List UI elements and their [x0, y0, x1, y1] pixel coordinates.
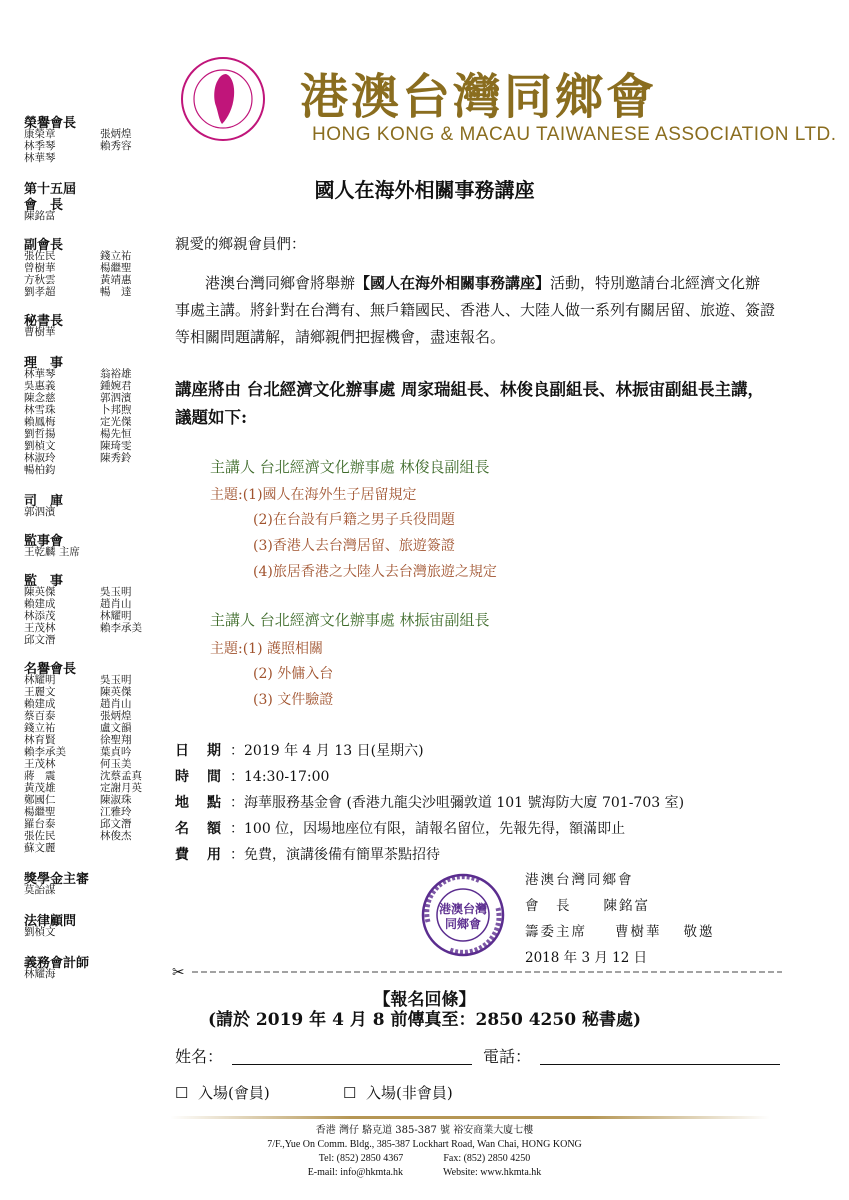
sidebar-honorary-presidents-row: 鄭國仁 陳淑珠	[24, 794, 132, 806]
sidebar-president-name: 陳銘富	[24, 210, 56, 222]
footer-contact: E-mail: info@hkmta.hk Website: www.hkmta.hk	[307, 1167, 542, 1178]
reply-subtitle: (請於 2019 年 4 月 8 前傳真至：2850 4250 秘書處)	[207, 1010, 642, 1030]
detail-fee: 費 用 ：免費，演講後備有簡單茶點招待	[175, 847, 440, 863]
sidebar-honorary-presidents-row: 蔣 震 沈蔡孟真	[24, 770, 142, 782]
phone-field[interactable]	[540, 1064, 780, 1065]
sidebar-directors-row: 林華琴 翁裕雄	[24, 368, 132, 380]
footer-address-en: 7/F.,Yue On Comm. Bldg., 385-387 Lockhart Road, Wan Chai, HONG KONG	[267, 1139, 582, 1150]
cut-line	[172, 962, 782, 982]
session1-topic: 主題:(1)國人在海外生子居留規定	[210, 487, 417, 503]
sidebar-directors-row: 劉楨文 陳琦雯	[24, 440, 132, 452]
sidebar-directors-row: 劉哲揚 楊先恒	[24, 428, 132, 440]
session1-topic: (4)旅居香港之大陸人去台灣旅遊之規定	[253, 564, 497, 580]
sidebar-honorary-row: 康榮章 張炳煌	[24, 128, 132, 140]
sidebar-scholarship-title: 獎學金主審	[24, 872, 90, 887]
intro-paragraph	[175, 270, 775, 351]
stamp-text-top: 港澳台灣	[438, 902, 488, 916]
org-name-english: HONG KONG & MACAU TAIWANESE ASSOCIATION LTD.	[312, 124, 837, 145]
signature-president: 會 長 陳銘富	[525, 898, 650, 914]
sidebar-honorary-presidents-row: 王麗文 陳英傑	[24, 686, 132, 698]
event-name-bold: 【國人在海外相關事務講座】	[355, 274, 551, 292]
sidebar-directors-row: 林雪珠 卜邦煦	[24, 404, 132, 416]
name-field[interactable]	[232, 1064, 472, 1065]
checkbox-icon[interactable]: ☐	[343, 1084, 357, 1102]
reply-title: 【報名回條】	[373, 990, 476, 1010]
paragraph-pre: 港澳台灣同鄉會將舉辦	[205, 274, 356, 292]
sidebar-directors-title: 理 事	[24, 356, 64, 371]
session2-topic: (3) 文件驗證	[253, 692, 334, 708]
sidebar-accountant-title: 義務會計師	[24, 956, 90, 971]
sidebar-vice-title: 副會長	[24, 238, 64, 253]
sidebar-honorary-presidents-row: 林耀明 吳玉明	[24, 674, 132, 686]
sidebar-honorary-presidents-row: 錢立祐 盧文韻	[24, 722, 132, 734]
sidebar-honorary-presidents-row: 黃茂雄 定謝月英	[24, 782, 142, 794]
sidebar-supervisors-row: 邱文潛	[24, 634, 56, 646]
sidebar-supervisors-row: 賴建成 趙肖山	[24, 598, 132, 610]
signature-chair: 籌委主席 曹樹華 敬邀	[525, 924, 715, 940]
session2-topic: 主題:(1) 護照相關	[210, 641, 323, 657]
sidebar-directors-row: 林淑玲 陳秀鈴	[24, 452, 132, 464]
option-nonmember[interactable]: ☐ 入場(非會員)	[343, 1084, 453, 1102]
sidebar-honorary-presidents-row: 王茂林 何玉美	[24, 758, 132, 770]
sidebar-president-title: 會 長	[24, 198, 64, 213]
org-name-chinese: 港澳台灣同鄉會	[300, 69, 658, 125]
paragraph-post: 活動，特別邀請台北經濟文化辦事處主講。將針對在台灣有、無戶籍國民、香港人、大陸人做一系列有關居留、旅遊、簽證等相關問題講解，請鄉親們把握機會，盡速報名。	[175, 274, 776, 346]
detail-date: 日 期 ：2019 年 4 月 13 日(星期六)	[175, 743, 424, 759]
stamp-text-bottom: 同鄉會	[444, 917, 482, 931]
phone-label: 電話：	[483, 1047, 532, 1066]
scissors-icon: ✂	[172, 963, 185, 981]
footer-divider	[170, 1116, 770, 1119]
session2-topic: (2) 外傭入台	[253, 666, 334, 682]
sidebar-supervisors-row: 陳英傑 吳玉明	[24, 586, 132, 598]
checkbox-icon[interactable]: ☐	[175, 1084, 189, 1102]
detail-venue: 地 點 ：海華服務基金會 (香港九龍尖沙咀彌敦道 101 號海防大廈 701-703 室)	[175, 795, 685, 811]
sidebar-honorary-presidents-row: 林育賢 徐聖翔	[24, 734, 132, 746]
sidebar-supervisors-title: 監 事	[24, 574, 64, 589]
association-seal-logo	[180, 56, 266, 142]
sidebar-secretary-title: 秘書長	[24, 314, 64, 329]
name-label: 姓名：	[175, 1047, 224, 1066]
sidebar-treasurer-name: 郭泗濱	[24, 506, 56, 518]
sidebar-honorary-presidents-row: 蔡百泰 張炳煌	[24, 710, 132, 722]
sidebar-honorary-presidents-title: 名譽會長	[24, 662, 77, 677]
sidebar-supervisor-chief-name: 王乾麟 主席	[24, 546, 80, 558]
sidebar-directors-row: 暢柏鈞	[24, 464, 56, 476]
sidebar-honorary-presidents-row: 賴建成 趙肖山	[24, 698, 132, 710]
sidebar-scholarship-name: 莫詒謀	[24, 884, 56, 896]
signature-date: 2018 年 3 月 12 日	[525, 950, 648, 966]
session1-topic: (2)在台設有戶籍之男子兵役問題	[253, 512, 455, 528]
sidebar-honorary-row: 林華琴	[24, 152, 56, 164]
session1-speaker: 主講人 台北經濟文化辦事處 林俊良副組長	[210, 458, 490, 476]
sidebar-honorary-presidents-row: 羅台泰 邱文潛	[24, 818, 132, 830]
detail-time: 時 間 ：14:30-17:00	[175, 769, 330, 785]
option-member[interactable]: ☐ 入場(會員)	[175, 1084, 270, 1102]
sidebar-secretary-name: 曹樹華	[24, 326, 56, 338]
sidebar-honorary-title: 榮譽會長	[24, 116, 77, 131]
sidebar-directors-row: 賴鳳梅 定光傑	[24, 416, 132, 428]
footer-address-cn: 香港 灣仔 駱克道 385-387 號 裕安商業大廈七樓	[315, 1125, 534, 1136]
sidebar-accountant-name: 林耀海	[24, 968, 56, 980]
sidebar-treasurer-title: 司 庫	[24, 494, 64, 509]
sidebar-supervisors-row: 王茂林 賴李承美	[24, 622, 142, 634]
sidebar-honorary-row: 林季琴 賴秀容	[24, 140, 132, 152]
sidebar-vice-row: 張佐民 錢立祐	[24, 250, 132, 262]
sidebar-legal-title: 法律顧問	[24, 914, 77, 929]
sidebar-supervisor-chief-title: 監事會	[24, 534, 64, 549]
sidebar-legal-name: 劉楨文	[24, 926, 56, 938]
signature-org: 港澳台灣同鄉會	[525, 872, 634, 888]
sidebar-directors-row: 陳念慈 郭泗濱	[24, 392, 132, 404]
sidebar-term-title: 第十五屆	[24, 182, 77, 197]
greeting: 親愛的鄉親會員們：	[175, 237, 306, 253]
session2-speaker: 主講人 台北經濟文化辦事處 林振宙副組長	[210, 611, 490, 629]
sidebar-vice-row: 方秋雲 黃靖惠	[24, 274, 132, 286]
sidebar-vice-row: 曾樹華 楊繼聖	[24, 262, 132, 274]
sidebar-directors-row: 吳惠義 鍾婉君	[24, 380, 132, 392]
sidebar-honorary-presidents-row: 張佐民 林俊杰	[24, 830, 132, 842]
footer-tel-fax: Tel: (852) 2850 4367 Fax: (852) 2850 4250	[318, 1153, 531, 1164]
sidebar-vice-row: 劉孝超 暢 達	[24, 286, 132, 298]
lecturer-intro: 講座將由 台北經濟文化辦事處 周家瑞組長、林俊良副組長、林振宙副組長主講，議題如下:	[175, 380, 764, 427]
sidebar-honorary-presidents-row: 賴李承美 葉貞吟	[24, 746, 132, 758]
sidebar-honorary-presidents-row: 蘇文麗	[24, 842, 56, 854]
sidebar-honorary-presidents-row: 楊繼聖 江雅玲	[24, 806, 132, 818]
detail-quota: 名 額 ：100 位，因場地座位有限，請報名留位，先報先得，額滿即止	[175, 821, 626, 837]
page-title: 國人在海外相關事務講座	[314, 178, 535, 202]
session1-topic: (3)香港人去台灣居留、旅遊簽證	[253, 538, 455, 554]
sidebar-supervisors-row: 林添茂 林耀明	[24, 610, 132, 622]
association-stamp	[420, 872, 506, 958]
